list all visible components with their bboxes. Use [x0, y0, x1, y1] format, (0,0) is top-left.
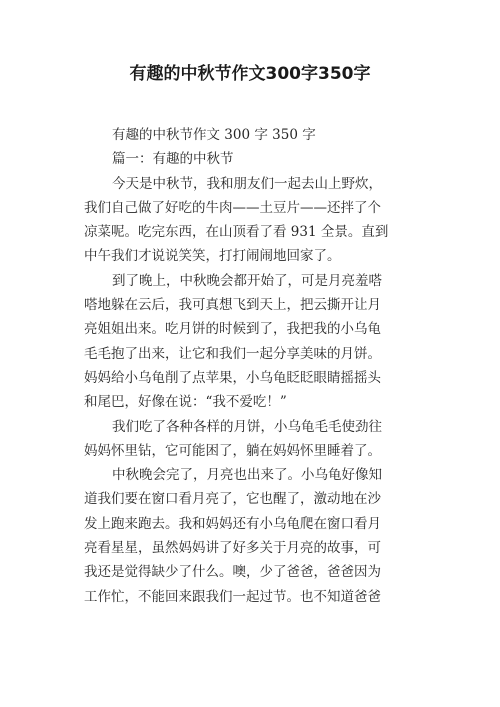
page-title: 有趣的中秋节作文300字350字 — [129, 64, 371, 84]
text-line: 工作忙，不能回来跟我们一起过节。也不知道爸爸 — [84, 588, 381, 605]
text-line: 和尾巴，好像在说：“我不爱吃！” — [84, 394, 287, 411]
text-line: 毛毛抱了出来，让它和我们一起分享美味的月饼。 — [84, 345, 381, 362]
article-body — [84, 123, 420, 609]
text-line: 妈妈给小乌龟削了点苹果，小乌龟眨眨眼睛摇摇头 — [84, 369, 381, 386]
text-line: 亮姐姐出来。吃月饼的时候到了，我把我的小乌龟 — [84, 321, 381, 338]
text-line: 篇一：有趣的中秋节 — [112, 151, 234, 168]
text-line: 中秋晚会完了，月亮也出来了。小乌龟好像知 — [112, 467, 382, 484]
text-line: 嗒地躲在云后，我可真想飞到天上，把云撕开让月 — [84, 297, 381, 314]
text-line: 中午我们才说说笑笑，打打闹闹地回家了。 — [84, 248, 341, 265]
text-line: 凉菜呢。吃完东西，在山顶看了看 931 全景。直到 — [84, 224, 389, 241]
text-line: 我还是觉得缺少了什么。噢，少了爸爸，爸爸因为 — [84, 564, 381, 581]
text-line: 亮看星星，虽然妈妈讲了好多关于月亮的故事，可 — [84, 540, 381, 557]
text-line: 今天是中秋节，我和朋友们一起去山上野炊， — [112, 175, 382, 192]
text-line: 我们自己做了好吃的牛肉——土豆片——还拌了个 — [84, 199, 381, 216]
text-line: 有趣的中秋节作文 300 字 350 字 — [112, 127, 316, 143]
text-line: 我们吃了各种各样的月饼，小乌龟毛毛使劲往 — [112, 418, 382, 435]
text-line: 道我们要在窗口看月亮了，它也醒了，激动地在沙 — [84, 491, 381, 508]
text-line: 妈妈怀里钻，它可能困了，躺在妈妈怀里睡着了。 — [84, 442, 381, 459]
text-line: 到了晚上，中秋晚会都开始了，可是月亮羞嗒 — [112, 272, 382, 289]
text-line: 发上跑来跑去。我和妈妈还有小乌龟爬在窗口看月 — [84, 515, 381, 532]
